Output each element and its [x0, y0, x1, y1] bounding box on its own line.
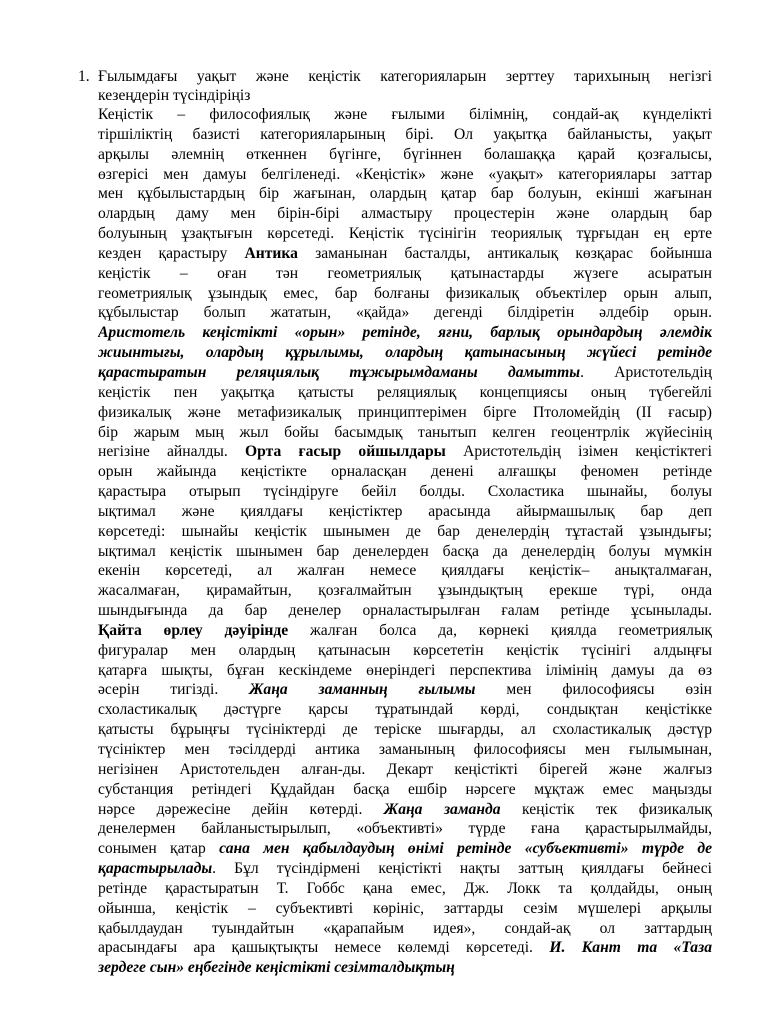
text-run: әсерін тигізді.: [98, 681, 250, 699]
emphasized-text: сана мен қабылдаудың өнімі ретінде «субъективті» түрде де: [219, 840, 712, 858]
paragraph-line: [98, 284, 712, 304]
paragraph-line: [98, 403, 712, 423]
paragraph-line: [98, 423, 712, 443]
paragraph-line: [98, 621, 712, 641]
text-run: мен құбылыстардың бір жағынан, олардың қатар бар болуын, екінші жағынан: [98, 185, 712, 203]
paragraph-line: [98, 879, 712, 899]
emphasized-text: Жаңа заманда: [383, 800, 501, 818]
paragraph-line: [98, 859, 712, 879]
paragraph-line: [98, 958, 712, 978]
text-run: ықтимал кеңістік шынымен бар денелерден басқа да денелердің болуы мүмкін: [98, 542, 712, 560]
paragraph-line: [98, 661, 712, 681]
text-run: қабылдаудан туындайтын «қарапайым идея», сондай-ақ ол заттардың: [98, 919, 712, 937]
text-run: мен философиясы өзін: [475, 681, 712, 699]
paragraph-line: [98, 363, 712, 383]
text-run: олардың даму мен бірін-бірі алмастыру процестерін және олардың бар: [98, 205, 712, 223]
text-run: нәрсе дәрежесіне дейін көтерді.: [98, 800, 384, 818]
text-run: Аристотельдің ізімен кеңістіктегі: [445, 443, 712, 461]
text-run: арасындағы ара қашықтықты немесе көлемді көрсетеді.: [98, 939, 550, 957]
paragraph-line: [98, 165, 712, 185]
text-run: құбылыстар болып жататын, «қайда» дегенді білдіретін әлдебір орын.: [98, 304, 712, 322]
text-run: ойынша, кеңістік – субъективті көрініс, заттарды сезім мүшелері арқылы: [98, 899, 712, 917]
text-run: фигуралар мен олардың қатынасын көрсететін кеңістік түсінігі алдыңғы: [98, 641, 712, 659]
paragraph-line: [98, 343, 712, 363]
emphasized-text: Антика: [244, 244, 298, 262]
emphasized-text: қарастыратын реляциялық тұжырымдаманы дамытты: [98, 363, 581, 381]
text-run: орын жайында кеңістікте орналасқан денені алғашқы феномен ретінде: [98, 463, 712, 481]
paragraph-line: [98, 323, 712, 343]
emphasized-text: Қайта өрлеу дәуірінде: [98, 621, 289, 639]
text-run: жасалмаған, қирамайтын, қозғалмайтын ұзындықтың ерекше түрі, онда: [98, 582, 712, 600]
paragraph-line: [98, 839, 712, 859]
emphasized-text: Жаңа заманның ғылымы: [249, 681, 476, 699]
text-run: түсініктер мен тәсілдерді антика заманының философиясы мен ғылымынан,: [98, 741, 712, 758]
text-run: қарастыра отырып түсіндіруге бейіл болды. Схоластика шынайы, болуы: [98, 483, 712, 501]
paragraph-line: [98, 680, 712, 700]
text-run: қатысты бұрыңғы түсініктерді де теріске шығарды, ал схоластикалық дәстүр: [98, 721, 712, 739]
text-run: бір жарым мың жыл бойы басымдық танытып келген геоцентрлік жүйесінің: [98, 423, 712, 441]
text-run: кезден қарастыру: [98, 244, 245, 262]
text-run: ықтимал және қиялдағы кеңістіктер арасында айырмашылық бар деп: [98, 502, 712, 520]
paragraph-line: [98, 204, 712, 224]
text-run: көрсетеді: шынайы кеңістік шынымен де бар денелердің тұтастай ұзындығы;: [98, 522, 712, 540]
text-run: кеңістік тек физикалық: [500, 800, 712, 818]
paragraph-line: [98, 442, 712, 462]
question-text-line: кезеңдерін түсіндіріңіз: [98, 87, 251, 105]
paragraph-line: [98, 542, 712, 562]
paragraph-line: [98, 938, 712, 958]
paragraph-line: [98, 601, 712, 621]
text-run: физикалық және метафизикалық принциптерімен бірге Птоломейдің (ІІ ғасыр): [98, 403, 712, 421]
paragraph-line: [98, 462, 712, 482]
paragraph-line: [98, 125, 712, 145]
emphasized-text: Аристотель кеңістікті «орын» ретінде, яғни, барлық орындардың әлемдік: [98, 324, 712, 342]
text-run: ретінде қарастыратын Т. Гоббс қана емес, Дж. Локк та қолдайды, оның: [98, 879, 712, 897]
text-run: негізінен Аристотельден алған-ды. Декарт кеңістікті бірегей және жалғыз: [98, 760, 712, 778]
emphasized-text: И. Кант та «Таза: [549, 939, 712, 957]
text-run: негізіне айналды.: [98, 443, 246, 461]
text-run: субстанция ретіндегі Құдайдан басқа ешбір нәрсеге мұқтаж емес маңызды: [98, 780, 712, 798]
text-run: кеңістік – оған тән геометриялық қатынастарды жүзеге асыратын: [98, 264, 712, 282]
paragraph-line: [98, 224, 712, 244]
paragraph-line: [98, 383, 712, 403]
text-run: . Аристотельдің: [580, 363, 712, 381]
paragraph-line: [98, 105, 712, 125]
emphasized-text: зердеге сын» еңбегінде кеңістікті сезімталдықтың: [98, 959, 455, 977]
emphasized-text: жиынтығы, олардың құрылымы, олардың қатынасының жүйесі ретінде: [98, 344, 712, 362]
text-run: заманынан басталды, антикалық көзқарас бойынша: [297, 244, 712, 262]
paragraph-line: [98, 184, 712, 204]
question-text: [98, 67, 712, 106]
text-run: . Бұл түсіндірмені кеңістікті нақты заттың қиялдағы бейнесі: [212, 860, 712, 878]
text-run: қатарға шықты, бұған кескіндеме өнеріндегі перспектива ілімінің дамуы да өз: [98, 661, 712, 679]
paragraph-line: [98, 919, 712, 939]
text-run: кеңістік пен уақытқа қатысты реляциялық концепциясы оның түбегейлі: [98, 383, 712, 401]
text-run: өзгерісі мен дамуы белгіленеді. «Кеңістік» және «уақыт» категориялары заттар: [98, 165, 712, 183]
text-run: схоластикалық дәстүрге қарсы тұратындай көрді, сондықтан кеңістікке: [98, 701, 712, 719]
text-run: шындығында да бар денелер орналастырылған ғалам ретінде ұсынылады.: [98, 602, 712, 620]
text-run: болуының ұзақтығын көрсетеді. Кеңістік түсінігін теориялық тұрғыдан ең ерте: [98, 225, 712, 243]
answer-paragraph: [98, 105, 712, 978]
paragraph-line: [98, 780, 712, 800]
text-run: денелермен байланыстырылып, «объективті» түрде ғана қарастырылмайды,: [98, 820, 712, 838]
paragraph-line: [98, 740, 712, 760]
paragraph-line: [98, 522, 712, 542]
paragraph-line: [98, 641, 712, 661]
paragraph-line: [98, 760, 712, 780]
paragraph-line: [98, 303, 712, 323]
text-run: арқылы әлемнің өткеннен бүгінге, бүгіннен болашаққа қарай қозғалысы,: [98, 145, 712, 163]
emphasized-text: Орта ғасыр ойшылдары: [245, 443, 446, 461]
question-text-line: Ғылымдағы уақыт және кеңістік категорияларын зерттеу тарихының негізгі: [98, 68, 712, 85]
paragraph-line: [98, 800, 712, 820]
text-run: екенін көрсетеді, ал жалған немесе қиялдағы кеңістік– анықталмаған,: [98, 562, 712, 580]
paragraph-line: [98, 819, 712, 839]
paragraph-line: [98, 145, 712, 165]
paragraph-line: [98, 700, 712, 720]
text-run: тіршіліктің базисті категорияларының бірі. Ол уақытқа байланысты, уақыт: [98, 125, 712, 143]
text-run: Кеңістік – философиялық және ғылыми білімнің, сондай-ақ күнделікті: [98, 106, 712, 123]
question-heading: [78, 67, 712, 106]
paragraph-line: [98, 561, 712, 581]
text-run: сонымен қатар: [98, 840, 220, 858]
paragraph-line: [98, 720, 712, 740]
paragraph-line: [98, 581, 712, 601]
paragraph-line: [98, 482, 712, 502]
text-run: жалған болса да, көрнекі қиялда геометриялық: [288, 621, 712, 639]
paragraph-line: [98, 899, 712, 919]
paragraph-line: [98, 264, 712, 284]
question-number: 1.: [78, 68, 90, 85]
paragraph-line: [98, 502, 712, 522]
paragraph-line: [98, 244, 712, 264]
text-run: геометриялық ұзындық емес, бар болғаны физикалық объектілер орын алып,: [98, 284, 712, 302]
emphasized-text: қарастырылады: [98, 860, 213, 878]
